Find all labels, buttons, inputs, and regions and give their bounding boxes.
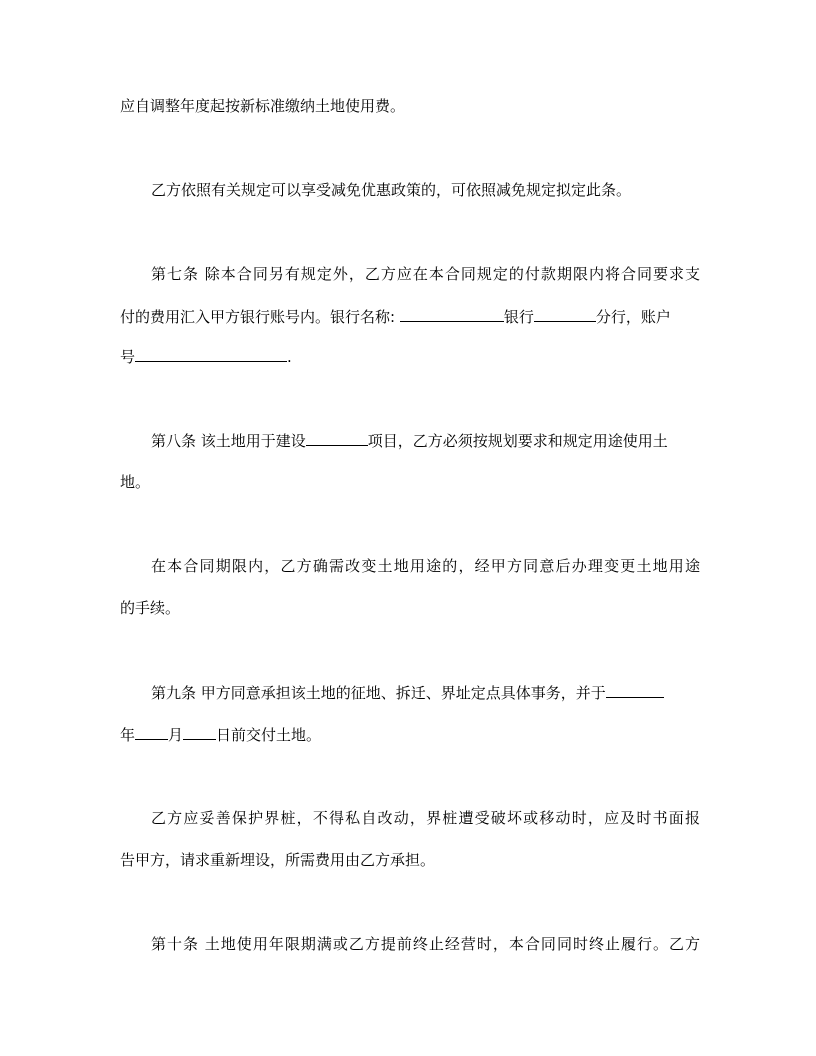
bank-name-blank: [400, 306, 504, 322]
article-7-line-1: 第七条 除本合同另有规定外，乙方应在本合同规定的付款期限内将合同要求支: [151, 265, 700, 283]
account-number-blank: [135, 346, 287, 362]
article-8-line-1: [151, 430, 700, 451]
delivery-text: 日前交付土地。: [216, 726, 322, 744]
paragraph-land-fee-line: 应自调整年度起按新标准缴纳土地使用费。: [120, 97, 406, 115]
article-8-usage-text: 项目，乙方必须按规划要求和规定用途使用土: [367, 432, 668, 450]
article-9-line-2: [120, 724, 700, 745]
paragraph-preferential-policy: 乙方依照有关规定可以享受减免优惠政策的，可依照减免规定拟定此条。: [151, 181, 632, 199]
article-7-line-3: [120, 346, 700, 367]
account-period: .: [287, 348, 292, 366]
month-label: 月: [168, 726, 184, 744]
article-7-payment-text: 付的费用汇入甲方银行账号内。银行名称:: [120, 308, 400, 326]
day-blank: [183, 724, 216, 740]
article-8-intro: 第八条 该土地用于建设: [151, 432, 306, 450]
article-8-line-2: 地。: [120, 473, 151, 491]
delivery-year-input-blank: [606, 682, 664, 698]
branch-blank: [534, 306, 596, 322]
bank-label: 银行: [503, 308, 534, 326]
land-use-change-line-1: 在本合同期限内，乙方确需改变土地用途的，经甲方同意后办理变更土地用途: [151, 557, 700, 575]
land-use-change-line-2: 的手续。: [120, 599, 181, 617]
article-10-line-1: 第十条 土地使用年限期满或乙方提前终止经营时，本合同同时终止履行。乙方: [151, 935, 700, 953]
account-number-label: 号: [120, 348, 136, 366]
article-9-intro: 第九条 甲方同意承担该土地的征地、拆迁、界址定点具体事务，并于: [151, 684, 606, 702]
month-blank: [135, 724, 168, 740]
project-blank: [306, 430, 368, 446]
boundary-stake-line-1: 乙方应妥善保护界桩，不得私自改动，界桩遭受破坏或移动时，应及时书面报: [151, 809, 700, 827]
year-label: 年: [120, 726, 136, 744]
article-9-line-1: [151, 682, 700, 703]
boundary-stake-line-2: 告甲方，请求重新埋设，所需费用由乙方承担。: [120, 851, 436, 869]
article-7-line-2: [120, 306, 700, 327]
branch-account-label: 分行，账户: [595, 308, 671, 326]
